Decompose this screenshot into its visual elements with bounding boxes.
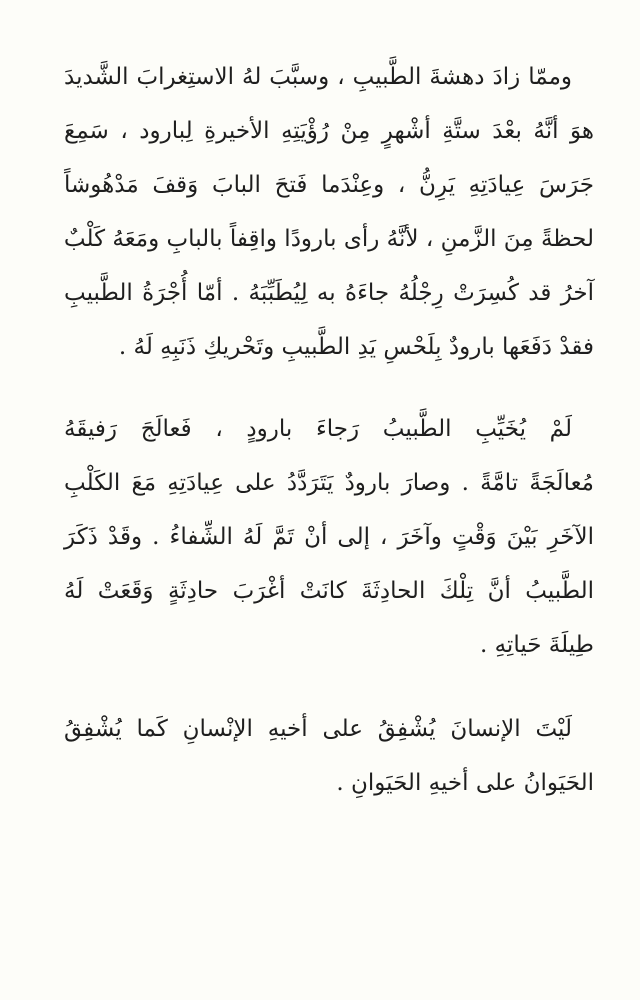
text-line: طِيلَةَ حَياتِهِ . (479, 632, 594, 658)
text-line: لحظةً مِنَ الزَّمنِ ، لأنَّهُ رأى بارودًا واقِفاً بالبابِ ومَعَهُ كَلْبٌ (63, 226, 594, 252)
text-line: الآخَرِ بَيْنَ وَقْتٍ وآخَرَ ، إلى أنْ تَمَّ لَهُ الشِّفاءُ . وقَدْ ذَكَرَ (64, 524, 594, 550)
book-page (64, 50, 594, 810)
text-line: لَمْ يُخَيِّبِ الطَّبيبُ رَجاءَ بارودٍ ، فَعالَجَ رَفيقَهُ (64, 416, 572, 442)
text-line: وممّا زادَ دهشةَ الطَّبيبِ ، وسبَّبَ لهُ الاستِغرابَ الشَّديدَ (64, 64, 572, 90)
text-line: لَيْتَ الإنسانَ يُشْفِقُ على أخيهِ الإنْسانِ كَما يُشْفِقُ (64, 716, 572, 742)
paragraph-moral (64, 702, 594, 810)
paragraph-treatment (64, 402, 594, 672)
paragraph-doctor-surprise (64, 50, 594, 374)
text-line: الحَيَوانُ على أخيهِ الحَيَوانِ . (336, 770, 594, 796)
text-line: الطَّبيبُ أنَّ تِلْكَ الحادِثَةَ كانَتْ أغْرَبَ حادِثَةٍ وَقَعَتْ لَهُ (64, 578, 594, 604)
text-line: آخرُ قد كُسِرَتْ رِجْلُهُ جاءَهُ به لِيُطَبِّبَهُ . أمّا أُجْرَةُ الطَّبيبِ (64, 280, 594, 306)
text-line: مُعالَجَةً تامَّةً . وصارَ بارودٌ يَتَرَدَّدُ على عِيادَتِهِ مَعَ الكَلْبِ (64, 470, 594, 496)
text-line: جَرَسَ عِيادَتِهِ يَرِنُّ ، وعِنْدَما فَتحَ البابَ وَقفَ مَدْهُوشاً (64, 172, 594, 198)
text-line: هوَ أنَّهُ بعْدَ ستَّةِ أشْهرٍ مِنْ رُؤْيَتِهِ الأخيرةِ لِبارود ، سَمِعَ (64, 118, 594, 144)
text-line: فقدْ دَفَعَها بارودٌ بِلَحْسِ يَدِ الطَّبيبِ وتَحْريكِ ذَنَبِهِ لَهُ . (118, 334, 594, 360)
